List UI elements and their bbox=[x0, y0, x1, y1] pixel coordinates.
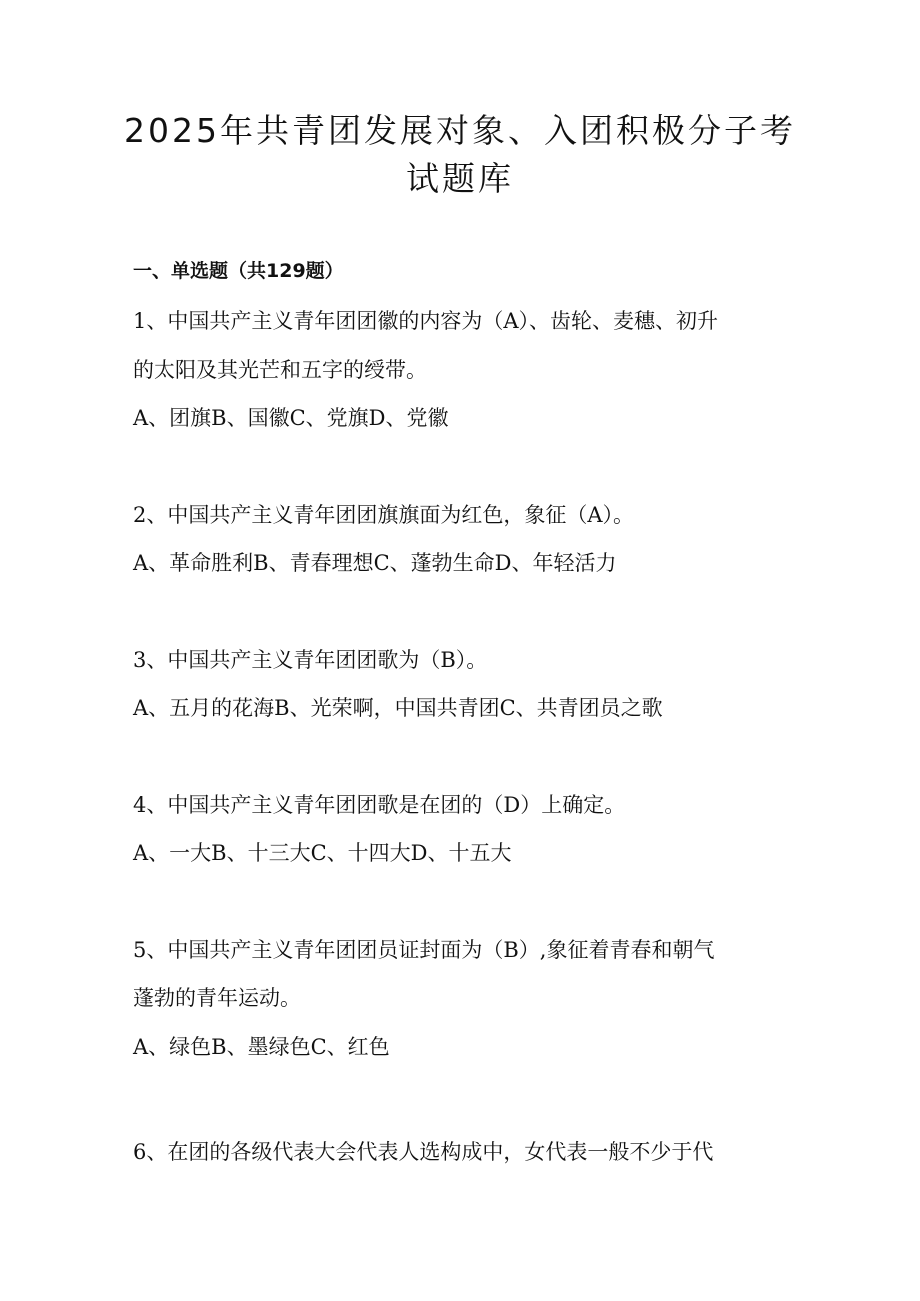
question-4-options: A、一大B、十三大C、十四大D、十五大 bbox=[133, 841, 512, 865]
document-title-line-2: 试题库 bbox=[406, 159, 514, 198]
question-2-stem-line-1: 2、中国共产主义青年团团旗旗面为红色，象征（A）。 bbox=[133, 503, 635, 527]
question-1-stem-line-1: 1、中国共产主义青年团团徽的内容为（A）、齿轮、麦穗、初升 bbox=[133, 309, 719, 333]
question-1-stem-line-2: 的太阳及其光芒和五字的绶带。 bbox=[133, 358, 427, 382]
question-4-stem-line-1: 4、中国共产主义青年团团歌是在团的（D）上确定。 bbox=[133, 793, 626, 817]
question-5-stem-line-2: 蓬勃的青年运动。 bbox=[133, 986, 301, 1010]
question-6-stem-line-1: 6、在团的各级代表大会代表人选构成中，女代表一般不少于代 bbox=[133, 1140, 714, 1164]
question-1-options: A、团旗B、国徽C、党旗D、党徽 bbox=[133, 406, 449, 430]
question-5-stem-line-1: 5、中国共产主义青年团团员证封面为（B）,象征着青春和朝气 bbox=[133, 938, 715, 962]
question-5-options: A、绿色B、墨绿色C、红色 bbox=[133, 1035, 390, 1059]
question-3-stem-line-1: 3、中国共产主义青年团团歌为（B）。 bbox=[133, 648, 488, 672]
document-title-line-1: 2025年共青团发展对象、入团积极分子考 bbox=[124, 111, 796, 150]
section-heading: 一、单选题（共129题） bbox=[133, 260, 344, 282]
question-2-options: A、革命胜利B、青春理想C、蓬勃生命D、年轻活力 bbox=[133, 551, 617, 575]
question-3-options: A、五月的花海B、光荣啊，中国共青团C、共青团员之歌 bbox=[133, 696, 663, 720]
